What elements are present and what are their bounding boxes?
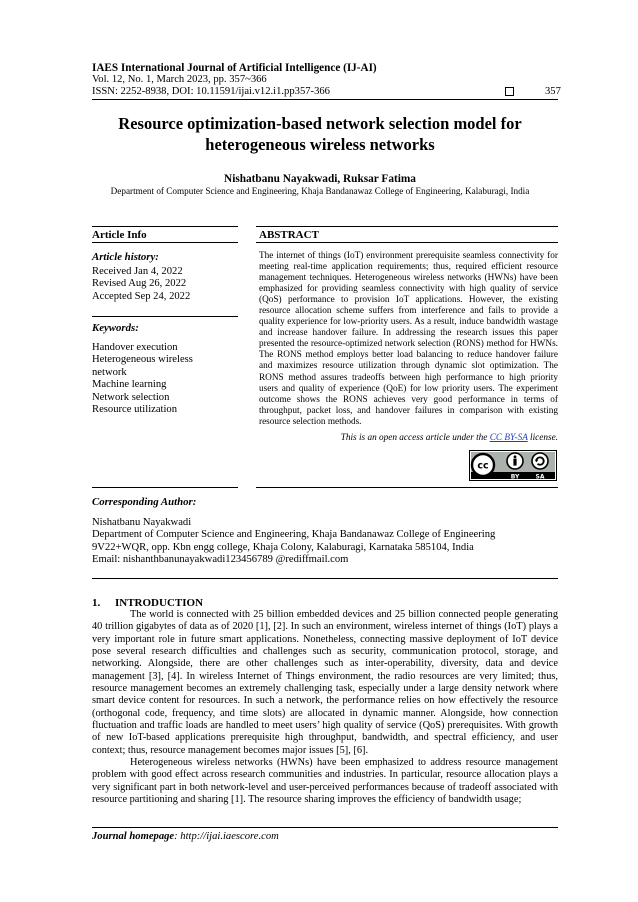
license-prefix: This is an open access article under the (340, 433, 490, 443)
journal-volume: Vol. 12, No. 1, March 2023, pp. 357~366 (92, 74, 267, 85)
keyword: network (92, 366, 127, 378)
abstract-head-rule (256, 242, 558, 243)
journal-homepage (92, 831, 279, 842)
keywords-bottom-rule (92, 487, 238, 488)
keyword: Resource utilization (92, 404, 178, 416)
keyword: Heterogeneous wireless (92, 354, 193, 366)
title-line-1: Resource optimization-based network selection model for (118, 114, 522, 133)
corresponding-bottom-rule (92, 578, 558, 579)
history-rule (92, 316, 238, 317)
authors: Nishatbanu Nayakwadi, Ruksar Fatima (224, 173, 416, 185)
corresponding-name: Nishatbanu Nayakwadi (92, 517, 192, 528)
cc-by-sa-badge-icon[interactable] (469, 450, 557, 481)
license-note (259, 433, 558, 443)
footer-rule (92, 827, 558, 828)
article-info-heading: Article Info (92, 229, 147, 241)
keyword: Machine learning (92, 379, 167, 391)
intro-paragraph-1: The world is connected with 25 billion embedded devices and 25 billion connected people generating 40 trillion gigabytes of data as of 2020 [1], [2]. In such an environment, wireless internet of things (IoT) plays a very important role in future smart applications. Nonetheless, connecting massive deployment of IoT device pose several research difficulties and challenges such as security, communication protocol, storage, and networking. Alongside, there are other challenges such as inter-operability, diversity, data and device management [3], [4]. In wireless Internet of Things environment, the radio resources are very limited; thus, resource management becomes an extremely challenging task, especially under a large density network where smart device content for resources. In such a network, the performance relies on how effectively the resource (orthogonal code, frequency, and time slots) are allocated in dynamic manner. Alongside, how connection fluctuation and traffic loads are handled to meet users’ high quality of service (QoS) prerequisites. With growth of new IoT-based applications prerequisite high throughput, bandwidth, and spectral efficiency, and user context; thus, resource management becomes major issues [5], [6]. (92, 609, 558, 756)
article-info-top-rule (92, 226, 238, 227)
article-info-head-rule (92, 242, 238, 243)
section-title: INTRODUCTION (115, 597, 204, 609)
keyword: Handover execution (92, 342, 178, 353)
corresponding-heading: Corresponding Author: (92, 496, 197, 508)
journal-issn-doi: ISSN: 2252-8938, DOI: 10.11591/ijai.v12.i1.pp357-366 (92, 86, 330, 97)
homepage-url[interactable]: : http://ijai.iaescore.com (174, 831, 279, 842)
sa-label: SA (535, 473, 545, 481)
paper-title (80, 113, 560, 155)
affiliation: Department of Computer Science and Engineering, Khaja Bandanawaz College of Engineering, Kalaburagi, India (110, 186, 530, 196)
abstract-heading: ABSTRACT (259, 229, 319, 241)
revised-date: Revised Aug 26, 2022 (92, 278, 187, 290)
keyword: Network selection (92, 391, 170, 403)
article-history (92, 266, 190, 303)
license-suffix: license. (527, 433, 558, 443)
accepted-date: Accepted Sep 24, 2022 (92, 290, 191, 302)
license-link[interactable]: CC BY-SA (489, 433, 528, 443)
corresponding-email: Email: nishanthbanunayakwadi123456789 @rediffmail.com (92, 554, 349, 566)
abstract-text: The internet of things (IoT) environment prerequisite seamless connectivity for meeting real-time application requirements; thus, required efficient resource management techniques. Heterogeneous wireless networks (HWNs) have been emphasized for providing seamless connectivity with high quality of service (QoS) performance to provision IoT applications. However, the existing resource allocation scheme suffers from interference and fails to provide a quality experience for low-priority users. As a result, induce bandwidth wastage and increase handover failure. In addressing the research issues this paper presented the resource-optimized network selection (RONS) method for HWNs. The RONS method employs better load balancing to reduce handover failure and maximizes resource utilization through dynamic slot optimization. The RONS method assures tradeoffs between high performance to high priority users and quality of experience (QoE) for low priority users. The experiment outcome shows the RONS achieves very good performance in terms of throughput, packet loss, and handover failures in comparison with existing resource selection methods. (259, 251, 558, 427)
journal-name: IAES International Journal of Artificial Intelligence (IJ-AI) (92, 62, 377, 74)
abstract-bottom-rule (256, 487, 558, 488)
title-line-2: heterogeneous wireless networks (205, 135, 435, 154)
page-number: 357 (545, 86, 561, 97)
corresponding-author-block (92, 517, 495, 567)
received-date: Received Jan 4, 2022 (92, 266, 183, 277)
intro-paragraph-2: Heterogeneous wireless networks (HWNs) have been emphasized to address resource management problem with good effect across research communities and industries. In particular, resource allocation plays a very significant part in both network-level and user-perceived performances because of tradeoff associated with resource partitioning and sharing [1]. The resource sharing improves the efficiency of bandwidth usage; (92, 757, 558, 806)
section-number: 1. (92, 597, 101, 609)
square-bullet-icon (505, 87, 514, 96)
homepage-label: Journal homepage (92, 831, 175, 842)
cc-text: cc (477, 460, 489, 472)
section-heading-introduction (92, 597, 203, 609)
introduction-body (92, 609, 558, 807)
abstract-top-rule (256, 226, 558, 227)
history-heading: Article history: (92, 251, 159, 263)
by-label: BY (510, 473, 520, 481)
keywords-heading: Keywords: (92, 322, 139, 334)
keywords-list (92, 342, 193, 416)
corresponding-address: 9V22+WQR, opp. Kbn engg college, Khaja Colony, Kalaburagi, Karnataka 585104, India (92, 541, 474, 553)
header-rule (92, 99, 558, 100)
corresponding-dept: Department of Computer Science and Engineering, Khaja Bandanawaz College of Engineering (92, 529, 496, 541)
